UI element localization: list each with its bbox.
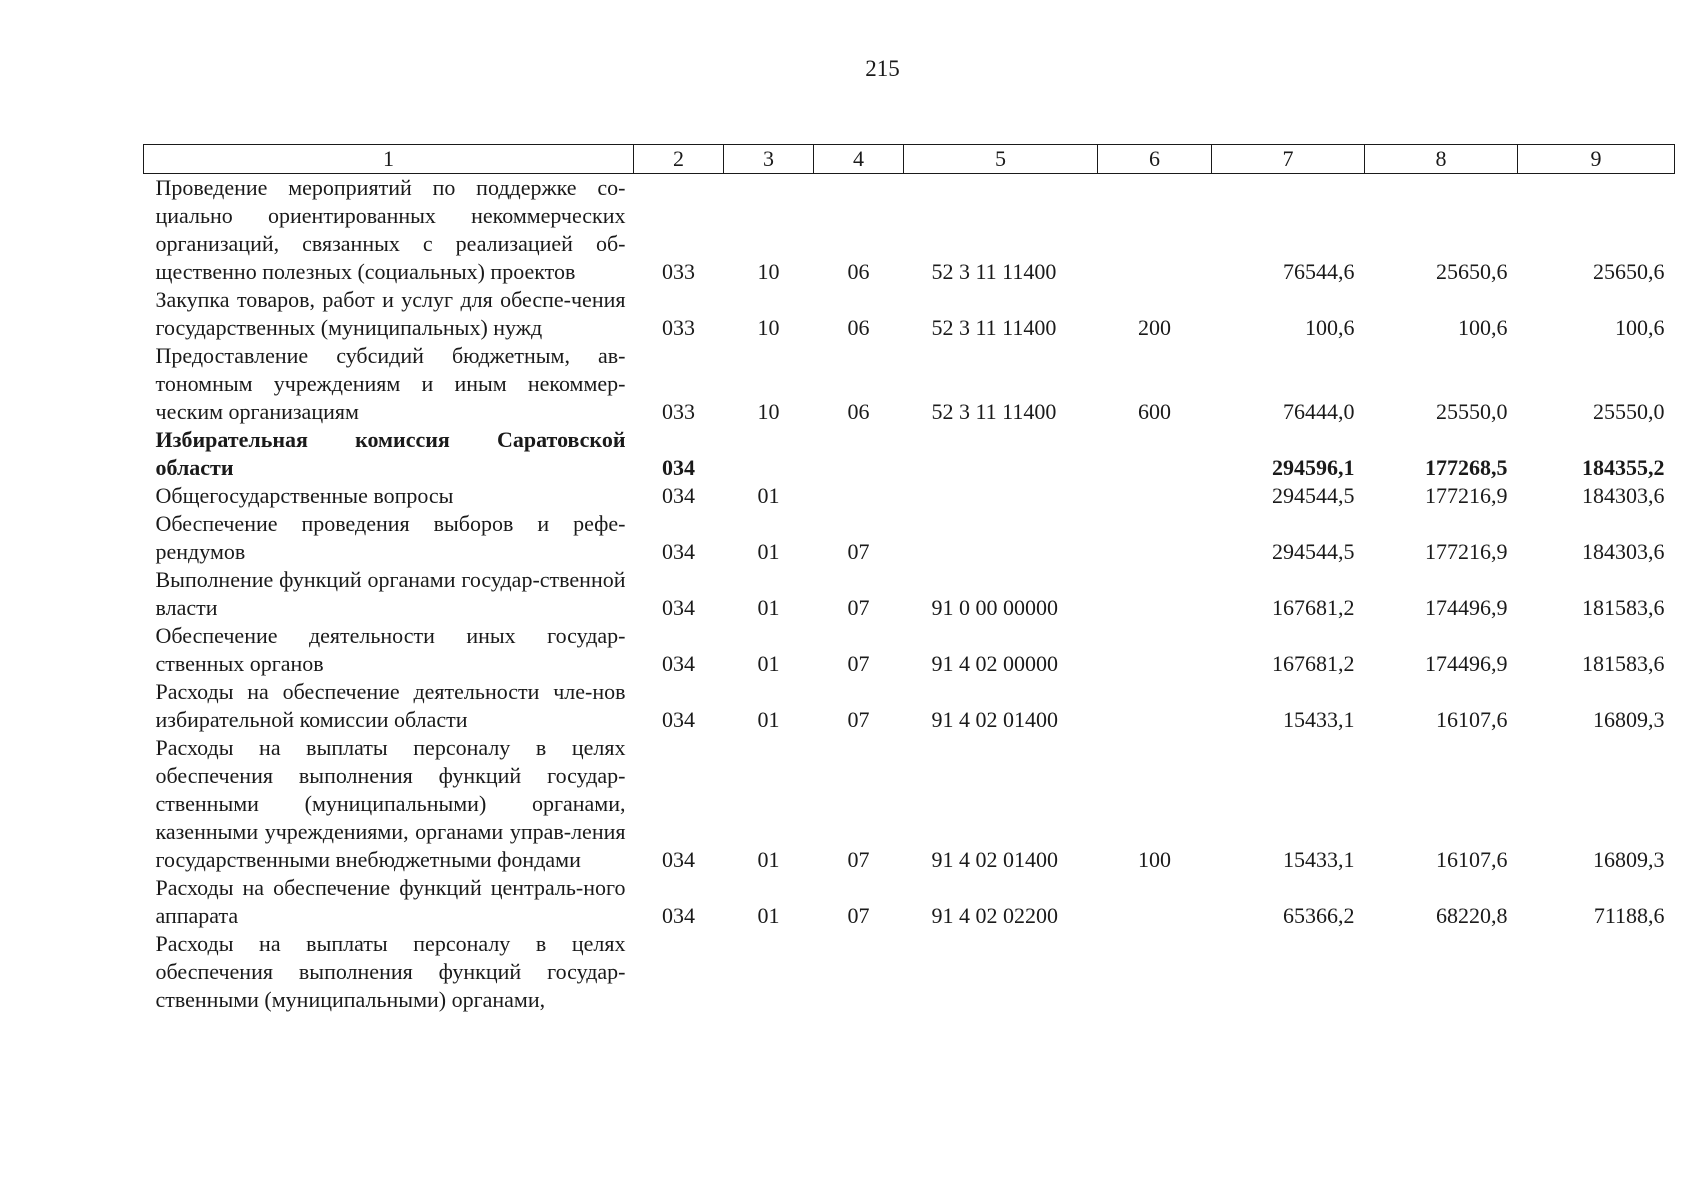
amount-year2-cell: 16107,6 bbox=[1436, 707, 1508, 732]
target-article-cell: 91 4 02 01400 bbox=[931, 707, 1058, 732]
amount-year2-cell: 16107,6 bbox=[1436, 847, 1508, 872]
amount-year1-cell: 15433,1 bbox=[1283, 847, 1355, 872]
row-name-cell: Проведение мероприятий по поддержке со-циально ориентированных некоммерческих организаций, связанных с реализацией об-щественно полезных (социальных) проектов bbox=[155, 175, 626, 284]
amount-year2-cell: 177216,9 bbox=[1425, 483, 1508, 508]
amount-year2-cell: 68220,8 bbox=[1436, 903, 1508, 928]
table-row bbox=[144, 510, 1675, 566]
target-article-cell bbox=[904, 930, 1098, 1014]
amount-year3-cell: 184355,2 bbox=[1582, 455, 1665, 480]
column-header: 8 bbox=[1365, 145, 1518, 174]
ministry-code-cell: 033 bbox=[662, 315, 695, 340]
amount-year1-cell: 167681,2 bbox=[1272, 595, 1355, 620]
row-name-cell: Обеспечение проведения выборов и рефе-рендумов bbox=[155, 511, 626, 564]
target-article-cell bbox=[904, 426, 1098, 482]
expense-type-cell bbox=[1098, 426, 1212, 482]
expense-type-cell: 600 bbox=[1138, 399, 1171, 424]
table-row bbox=[144, 566, 1675, 622]
amount-year3-cell: 25650,6 bbox=[1593, 259, 1665, 284]
section-code-cell: 01 bbox=[757, 651, 780, 676]
ministry-code-cell: 034 bbox=[662, 455, 695, 480]
table-row bbox=[144, 342, 1675, 426]
section-code-cell: 01 bbox=[757, 483, 780, 508]
ministry-code-cell: 034 bbox=[662, 847, 695, 872]
amount-year3-cell: 184303,6 bbox=[1582, 483, 1665, 508]
table-row bbox=[144, 678, 1675, 734]
ministry-code-cell: 033 bbox=[662, 399, 695, 424]
subsection-code-cell: 07 bbox=[847, 903, 870, 928]
section-code-cell: 10 bbox=[757, 399, 780, 424]
table-body bbox=[144, 174, 1675, 1015]
section-code-cell: 01 bbox=[757, 539, 780, 564]
target-article-cell: 52 3 11 11400 bbox=[931, 399, 1057, 424]
expense-type-cell bbox=[1098, 930, 1212, 1014]
amount-year2-cell: 25550,0 bbox=[1436, 399, 1508, 424]
row-name-cell: Расходы на выплаты персоналу в целях обеспечения выполнения функций государ-ственными (муниципальными) органами, bbox=[155, 931, 626, 1012]
amount-year2-cell: 174496,9 bbox=[1425, 651, 1508, 676]
amount-year3-cell bbox=[1518, 930, 1675, 1014]
subsection-code-cell: 06 bbox=[847, 399, 870, 424]
amount-year3-cell: 16809,3 bbox=[1593, 847, 1665, 872]
target-article-cell: 91 4 02 02200 bbox=[931, 903, 1058, 928]
amount-year1-cell: 167681,2 bbox=[1272, 651, 1355, 676]
table-row bbox=[144, 174, 1675, 287]
subsection-code-cell: 07 bbox=[847, 539, 870, 564]
subsection-code-cell: 07 bbox=[847, 707, 870, 732]
subsection-code-cell: 07 bbox=[847, 595, 870, 620]
column-header: 5 bbox=[904, 145, 1098, 174]
ministry-code-cell: 034 bbox=[662, 903, 695, 928]
row-name-cell: Закупка товаров, работ и услуг для обеспе-чения государственных (муниципальных) нужд bbox=[155, 287, 626, 340]
table-row bbox=[144, 482, 1675, 510]
section-code-cell: 01 bbox=[757, 595, 780, 620]
table-row bbox=[144, 930, 1675, 1014]
subsection-code-cell bbox=[814, 426, 904, 482]
target-article-cell bbox=[904, 482, 1098, 510]
expense-type-cell bbox=[1098, 510, 1212, 566]
column-header: 3 bbox=[724, 145, 814, 174]
row-name-cell: Обеспечение деятельности иных государ-ственных органов bbox=[155, 623, 626, 676]
section-code-cell: 01 bbox=[757, 707, 780, 732]
expense-type-cell: 100 bbox=[1138, 847, 1171, 872]
amount-year1-cell bbox=[1212, 930, 1365, 1014]
section-code-cell: 10 bbox=[757, 315, 780, 340]
row-name-cell: Общегосударственные вопросы bbox=[155, 483, 454, 508]
ministry-code-cell bbox=[634, 930, 724, 1014]
amount-year3-cell: 16809,3 bbox=[1593, 707, 1665, 732]
amount-year1-cell: 15433,1 bbox=[1283, 707, 1355, 732]
row-name-cell: Расходы на выплаты персоналу в целях обеспечения выполнения функций государ-ственными (муниципальными) органами, казенными учреждениями, органами управ-ления государственными внебюджетными фондами bbox=[155, 735, 626, 872]
budget-table bbox=[143, 144, 1674, 1014]
target-article-cell bbox=[904, 510, 1098, 566]
amount-year1-cell: 65366,2 bbox=[1283, 903, 1355, 928]
amount-year2-cell bbox=[1365, 930, 1518, 1014]
expense-type-cell bbox=[1098, 482, 1212, 510]
ministry-code-cell: 034 bbox=[662, 651, 695, 676]
column-header: 1 bbox=[144, 145, 634, 174]
amount-year2-cell: 100,6 bbox=[1458, 315, 1508, 340]
amount-year1-cell: 294544,5 bbox=[1272, 539, 1355, 564]
expense-type-cell bbox=[1098, 622, 1212, 678]
amount-year3-cell: 25550,0 bbox=[1593, 399, 1665, 424]
column-header: 2 bbox=[634, 145, 724, 174]
column-header: 9 bbox=[1518, 145, 1675, 174]
column-header: 6 bbox=[1098, 145, 1212, 174]
amount-year1-cell: 76444,0 bbox=[1283, 399, 1355, 424]
column-header: 4 bbox=[814, 145, 904, 174]
row-name-cell: Избирательная комиссия Саратовской области bbox=[155, 427, 626, 480]
amount-year2-cell: 177216,9 bbox=[1425, 539, 1508, 564]
target-article-cell: 52 3 11 11400 bbox=[931, 315, 1057, 340]
subsection-code-cell: 06 bbox=[847, 315, 870, 340]
amount-year1-cell: 294596,1 bbox=[1272, 455, 1355, 480]
row-name-cell: Предоставление субсидий бюджетным, ав-тономным учреждениям и иным некоммер-ческим организациям bbox=[155, 343, 626, 424]
target-article-cell: 91 0 00 00000 bbox=[931, 595, 1058, 620]
budget-table-grid bbox=[143, 144, 1675, 1014]
amount-year3-cell: 100,6 bbox=[1615, 315, 1665, 340]
amount-year2-cell: 177268,5 bbox=[1425, 455, 1508, 480]
subsection-code-cell: 06 bbox=[847, 259, 870, 284]
table-row bbox=[144, 874, 1675, 930]
section-code-cell: 01 bbox=[757, 903, 780, 928]
subsection-code-cell: 07 bbox=[847, 847, 870, 872]
table-row bbox=[144, 426, 1675, 482]
ministry-code-cell: 034 bbox=[662, 483, 695, 508]
subsection-code-cell bbox=[814, 482, 904, 510]
amount-year3-cell: 181583,6 bbox=[1582, 595, 1665, 620]
page-number: 215 bbox=[865, 56, 900, 81]
table-row bbox=[144, 622, 1675, 678]
section-code-cell bbox=[724, 930, 814, 1014]
column-header: 7 bbox=[1212, 145, 1365, 174]
amount-year2-cell: 25650,6 bbox=[1436, 259, 1508, 284]
row-name-cell: Расходы на обеспечение деятельности чле-нов избирательной комиссии области bbox=[155, 679, 626, 732]
target-article-cell: 52 3 11 11400 bbox=[931, 259, 1057, 284]
table-row bbox=[144, 734, 1675, 874]
amount-year3-cell: 184303,6 bbox=[1582, 539, 1665, 564]
amount-year1-cell: 100,6 bbox=[1305, 315, 1355, 340]
expense-type-cell bbox=[1098, 174, 1212, 287]
amount-year1-cell: 294544,5 bbox=[1272, 483, 1355, 508]
column-number-header bbox=[144, 145, 1675, 174]
expense-type-cell bbox=[1098, 874, 1212, 930]
row-name-cell: Выполнение функций органами государ-ственной власти bbox=[155, 567, 626, 620]
ministry-code-cell: 034 bbox=[662, 707, 695, 732]
amount-year2-cell: 174496,9 bbox=[1425, 595, 1508, 620]
expense-type-cell bbox=[1098, 566, 1212, 622]
target-article-cell: 91 4 02 01400 bbox=[931, 847, 1058, 872]
subsection-code-cell: 07 bbox=[847, 651, 870, 676]
table-row bbox=[144, 286, 1675, 342]
ministry-code-cell: 033 bbox=[662, 259, 695, 284]
ministry-code-cell: 034 bbox=[662, 595, 695, 620]
target-article-cell: 91 4 02 00000 bbox=[931, 651, 1058, 676]
ministry-code-cell: 034 bbox=[662, 539, 695, 564]
amount-year3-cell: 71188,6 bbox=[1593, 903, 1665, 928]
row-name-cell: Расходы на обеспечение функций централь-ного аппарата bbox=[155, 875, 626, 928]
section-code-cell: 10 bbox=[757, 259, 780, 284]
section-code-cell bbox=[724, 426, 814, 482]
expense-type-cell: 200 bbox=[1138, 315, 1171, 340]
section-code-cell: 01 bbox=[757, 847, 780, 872]
subsection-code-cell bbox=[814, 930, 904, 1014]
amount-year1-cell: 76544,6 bbox=[1283, 259, 1355, 284]
amount-year3-cell: 181583,6 bbox=[1582, 651, 1665, 676]
expense-type-cell bbox=[1098, 678, 1212, 734]
